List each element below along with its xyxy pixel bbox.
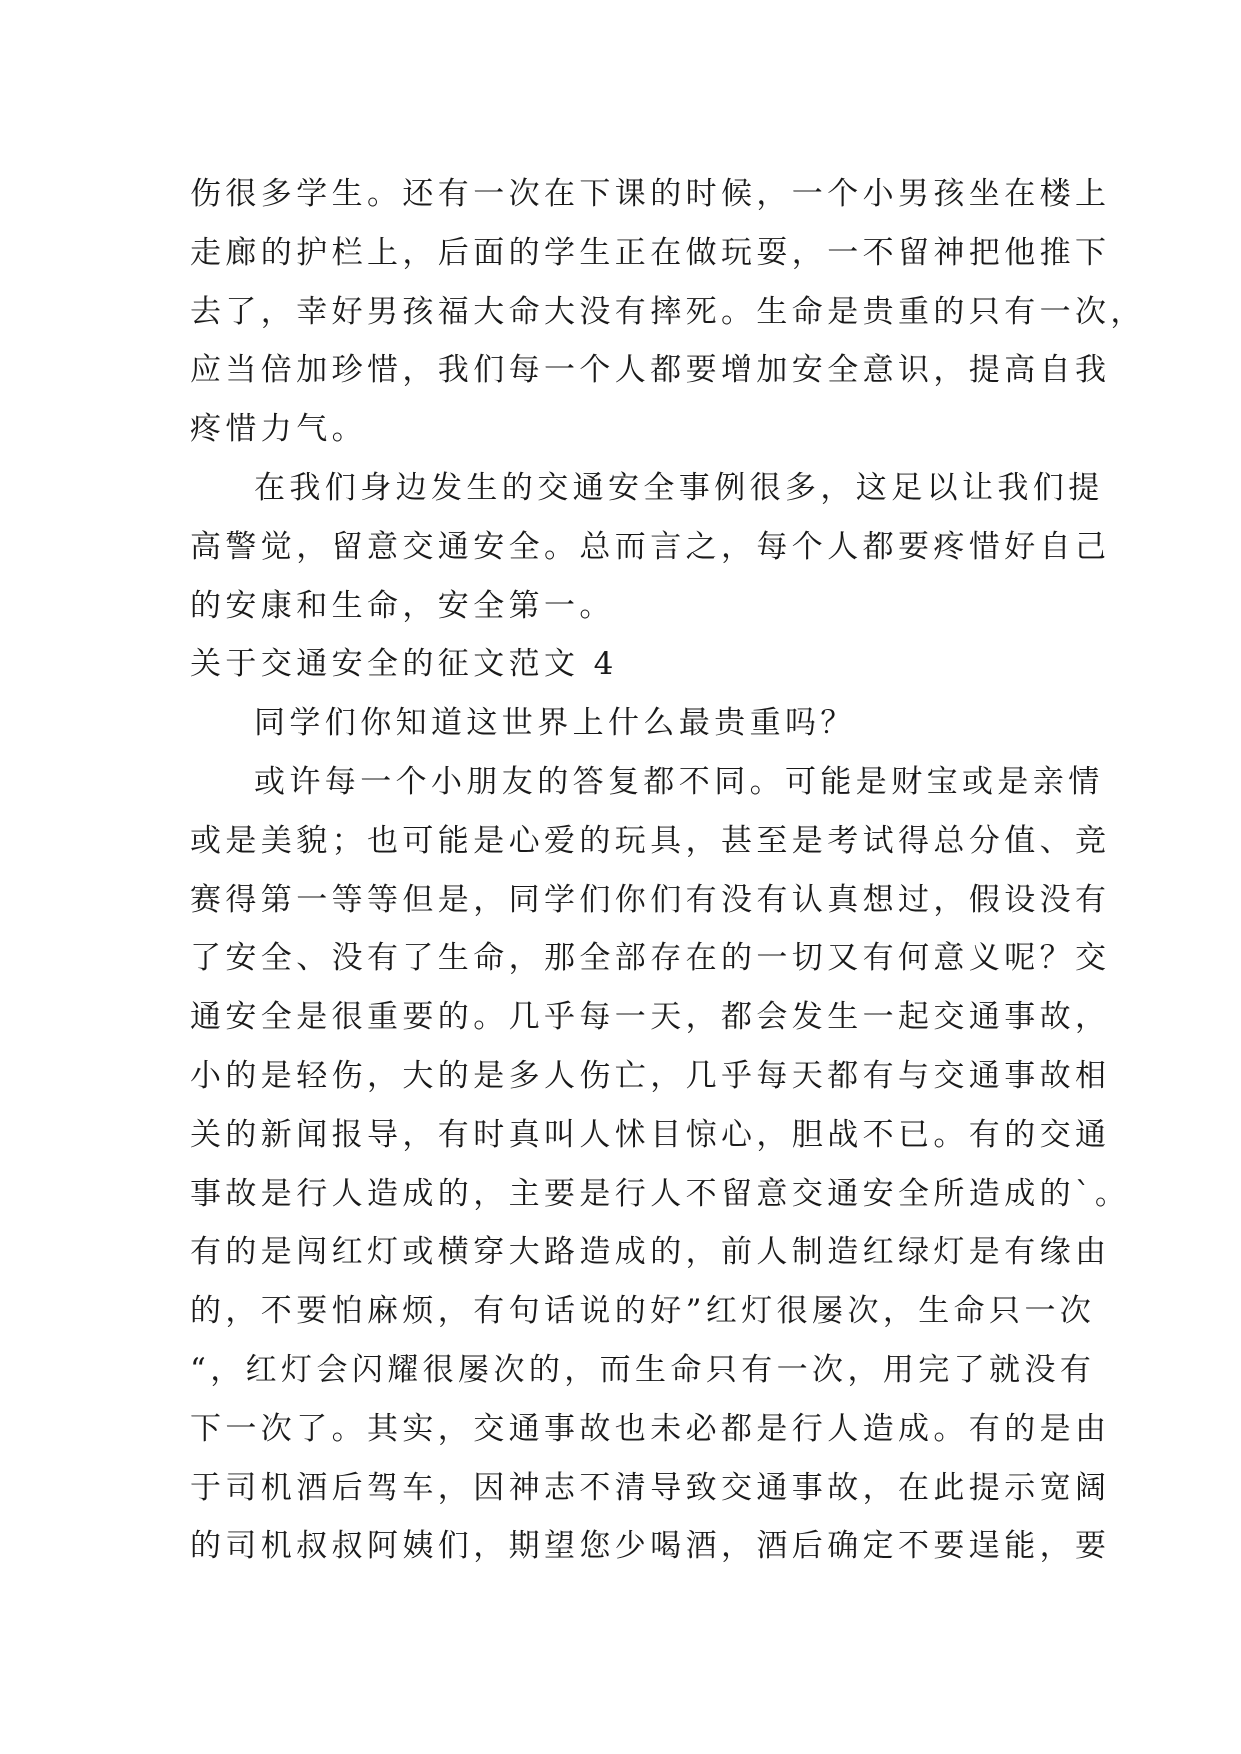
text-line: 小的是轻伤，大的是多人伤亡，几乎每天都有与交通事故相 <box>190 1057 1111 1094</box>
text-line: 的司机叔叔阿姨们，期望您少喝酒，酒后确定不要逞能，要 <box>190 1528 1111 1565</box>
paragraph-start-line: 同学们你知道这世界上什么最贵重吗？ <box>254 705 856 742</box>
text-line: 或是美貌；也可能是心爱的玩具，甚至是考试得总分值、竞 <box>190 822 1111 859</box>
text-line: 赛得第一等等但是，同学们你们有没有认真想过，假设没有 <box>190 881 1111 918</box>
text-line: 去了，幸好男孩福大命大没有摔死。生命是贵重的只有一次， <box>190 293 1146 330</box>
text-line: 事故是行人造成的，主要是行人不留意交通安全所造成的`。 <box>190 1175 1131 1212</box>
section-heading: 关于交通安全的征文范文 4 <box>190 646 618 683</box>
paragraph-start-line: 或许每一个小朋友的答复都不同。可能是财宝或是亲情 <box>254 763 1104 800</box>
text-line: 通安全是很重要的。几乎每一天，都会发生一起交通事故， <box>190 999 1111 1036</box>
text-line: 高警觉，留意交通安全。总而言之，每个人都要疼惜好自己 <box>190 528 1111 565</box>
text-line: 的安康和生命，安全第一。 <box>190 587 615 624</box>
text-line: 的，不要怕麻烦，有句话说的好”红灯很屡次，生命只一次 <box>190 1293 1096 1330</box>
text-line: 伤很多学生。还有一次在下课的时候，一个小男孩坐在楼上 <box>190 176 1111 212</box>
text-line: 疼惜力气。 <box>190 411 367 448</box>
text-line: “，红灯会闪耀很屡次的，而生命只有一次，用完了就没有 <box>190 1351 1096 1388</box>
paragraph-start-line: 在我们身边发生的交通安全事例很多，这足以让我们提 <box>254 469 1104 506</box>
text-line: 关的新闻报导，有时真叫人怵目惊心，胆战不已。有的交通 <box>190 1116 1111 1153</box>
text-line: 下一次了。其实，交通事故也未必都是行人造成。有的是由 <box>190 1410 1111 1447</box>
document-body <box>190 165 1146 1576</box>
text-line: 走廊的护栏上，后面的学生正在做玩耍，一不留神把他推下 <box>190 234 1111 271</box>
text-line: 于司机酒后驾车，因神志不清导致交通事故，在此提示宽阔 <box>190 1469 1111 1506</box>
text-line: 了安全、没有了生命，那全部存在的一切又有何意义呢？交 <box>190 940 1111 977</box>
text-line: 应当倍加珍惜，我们每一个人都要增加安全意识，提高自我 <box>190 352 1111 389</box>
text-line: 有的是闯红灯或横穿大路造成的，前人制造红绿灯是有缘由 <box>190 1234 1111 1271</box>
